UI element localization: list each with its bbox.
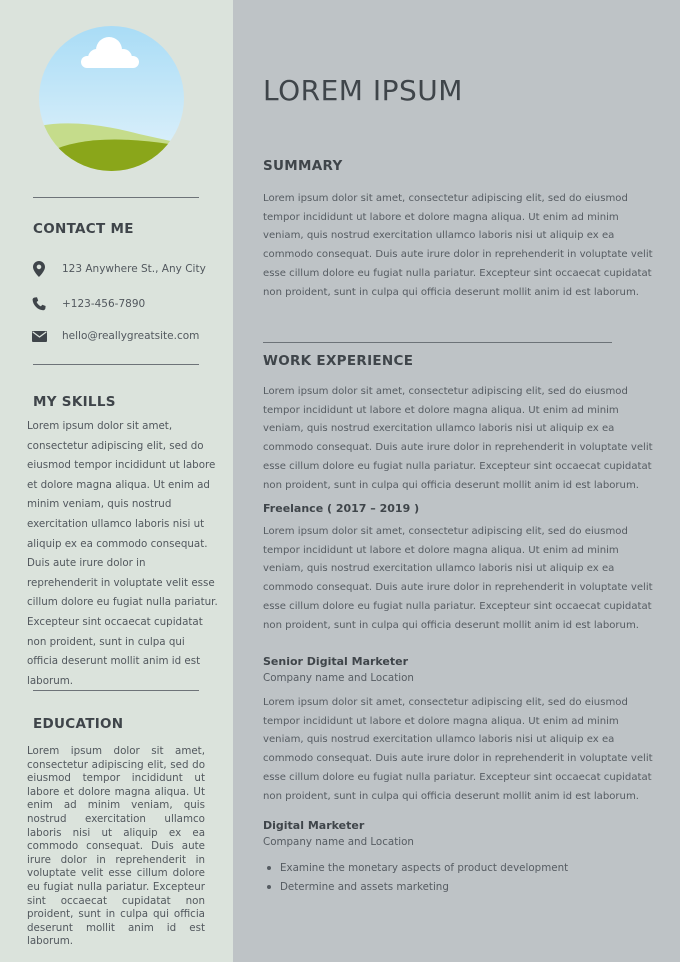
education-text: Lorem ipsum dolor sit amet, consectetur adipiscing elit, sed do eiusmod tempor incididunt ut labore et dolore magna aliqua. Ut enim ad minim veniam, quis nostrud exercitation ullamco laboris nisi ut aliquip ex ea commodo consequat. Duis aute irure dolor in reprehenderit in voluptate velit esse cillum dolore eu fugiat nulla pariatur. Excepteur sint occaecat cupidatat non proident, sunt in culpa qui officia deserunt mollit anim id est laborum. (27, 745, 205, 948)
work-experience-heading: WORK EXPERIENCE (263, 353, 414, 369)
job-description: Lorem ipsum dolor sit amet, consectetur adipiscing elit, sed do eiusmod tempor incididunt ut labore et dolore magna aliqua. Ut enim ad minim veniam, quis nostrud exercitation ullamco laboris nisi ut aliquip ex ea commodo consequat. Duis aute irure dolor in reprehenderit in voluptate velit esse cillum dolore eu fugiat nulla pariatur. Excepteur sint occaecat cupidatat non proident, sunt in culpa qui officia deserunt mollit anim id est laborum. (263, 697, 653, 802)
list-item: Determine and assets marketing (263, 878, 568, 897)
job-title: Digital Marketer (263, 819, 365, 832)
divider (33, 197, 199, 198)
profile-photo-placeholder (39, 26, 184, 171)
bullet-icon (267, 866, 271, 870)
skills-heading: MY SKILLS (33, 394, 116, 410)
job-title: Freelance ( 2017 – 2019 ) (263, 502, 420, 515)
phone-icon (31, 296, 47, 312)
duties-list (263, 859, 568, 897)
skills-text: Lorem ipsum dolor sit amet, consectetur adipiscing elit, sed do eiusmod tempor incididunt ut labore et dolore magna aliqua. Ut enim ad minim veniam, quis nostrud exercitation ullamco laboris nisi ut aliquip ex ea commodo consequat. Duis aute irure dolor in reprehenderit in voluptate velit esse cillum dolore eu fugiat nulla pariatur. Excepteur sint occaecat cupidatat non proident, sunt in culpa qui officia deserunt mollit anim id est laborum. (27, 420, 218, 687)
job-description: Lorem ipsum dolor sit amet, consectetur adipiscing elit, sed do eiusmod tempor incididunt ut labore et dolore magna aliqua. Ut enim ad minim veniam, quis nostrud exercitation ullamco laboris nisi ut aliquip ex ea commodo consequat. Duis aute irure dolor in reprehenderit in voluptate velit esse cillum dolore eu fugiat nulla pariatur. Excepteur sint occaecat cupidatat non proident, sunt in culpa qui officia deserunt mollit anim id est laborum. (263, 526, 653, 631)
summary-heading: SUMMARY (263, 158, 343, 174)
work-intro-text: Lorem ipsum dolor sit amet, consectetur adipiscing elit, sed do eiusmod tempor incididunt ut labore et dolore magna aliqua. Ut enim ad minim veniam, quis nostrud exercitation ullamco laboris nisi ut aliquip ex ea commodo consequat. Duis aute irure dolor in reprehenderit in voluptate velit esse cillum dolore eu fugiat nulla pariatur. Excepteur sint occaecat cupidatat non proident, sunt in culpa qui officia deserunt mollit anim id est laborum. (263, 386, 653, 491)
contact-heading: CONTACT ME (33, 221, 134, 237)
landscape-icon (39, 26, 184, 171)
page-title: LOREM IPSUM (263, 74, 463, 107)
list-item: Examine the monetary aspects of product development (263, 859, 568, 878)
contact-phone (31, 295, 146, 313)
contact-email (31, 327, 200, 345)
mail-icon (31, 328, 47, 344)
location-pin-icon (31, 261, 47, 277)
job-title: Senior Digital Marketer (263, 655, 409, 668)
email-text: hello@reallygreatsite.com (62, 330, 200, 342)
company-location: Company name and Location (263, 672, 414, 684)
bullet-icon (267, 885, 271, 889)
divider (263, 342, 612, 343)
company-location: Company name and Location (263, 836, 414, 848)
education-heading: EDUCATION (33, 716, 124, 732)
contact-address (31, 260, 206, 278)
address-text: 123 Anywhere St., Any City (62, 263, 206, 275)
divider (33, 690, 199, 691)
divider (33, 364, 199, 365)
summary-text: Lorem ipsum dolor sit amet, consectetur adipiscing elit, sed do eiusmod tempor incididunt ut labore et dolore magna aliqua. Ut enim ad minim veniam, quis nostrud exercitation ullamco laboris nisi ut aliquip ex ea commodo consequat. Duis aute irure dolor in reprehenderit in voluptate velit esse cillum dolore eu fugiat nulla pariatur. Excepteur sint occaecat cupidatat non proident, sunt in culpa qui officia deserunt mollit anim id est laborum. (263, 193, 653, 298)
phone-text: +123-456-7890 (62, 298, 146, 310)
